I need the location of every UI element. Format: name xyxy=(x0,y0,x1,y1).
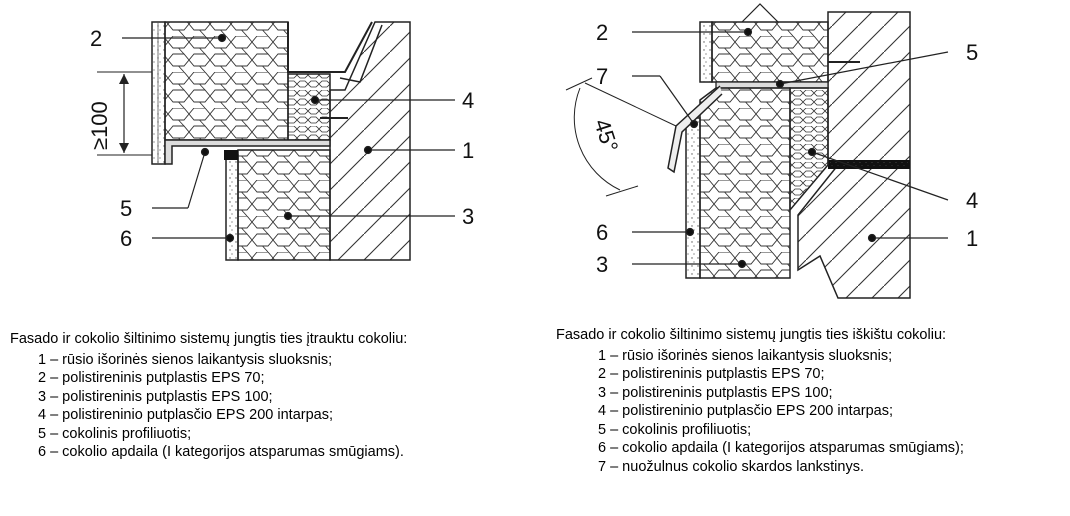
right-angle-label: 45° xyxy=(589,115,624,156)
right-legend-item: 4 – polistireninio putplasčio EPS 200 intarpas; xyxy=(598,403,894,419)
right-legend xyxy=(556,326,964,476)
left-legend-item: 2 – polistireninis putplastis EPS 70; xyxy=(38,370,265,386)
right-eps70 xyxy=(712,22,828,82)
right-legend-item: 6 – cokolio apdaila (I kategorijos atsparumas smūgiams); xyxy=(598,440,964,456)
right-legend-item: 2 – polistireninis putplastis EPS 70; xyxy=(598,366,825,382)
right-label-3: 3 xyxy=(596,252,609,277)
left-legend-item: 1 – rūsio išorinės sienos laikantysis sluoksnis; xyxy=(38,351,333,368)
left-label-5: 5 xyxy=(120,196,133,221)
left-legend xyxy=(10,330,407,462)
left-legend-title: Fasado ir cokolio šiltinimo sistemų jungtis ties įtrauktu cokoliu: xyxy=(10,331,408,347)
right-legend-title: Fasado ir cokolio šiltinimo sistemų jungtis ties iškištu cokoliu: xyxy=(556,327,947,343)
left-label-3: 3 xyxy=(462,204,475,229)
left-legend-item: 6 – cokolio apdaila (I kategorijos atsparumas smūgiams). xyxy=(38,444,404,460)
right-profile xyxy=(716,82,828,88)
right-label-6: 6 xyxy=(596,220,609,245)
right-label-5: 5 xyxy=(966,40,979,65)
right-label-1: 1 xyxy=(966,226,979,251)
right-label-4: 4 xyxy=(966,188,979,213)
right-legend-item: 3 – polistireninis putplastis EPS 100; xyxy=(598,384,833,401)
left-legend-item: 3 – polistireninis putplastis EPS 100; xyxy=(38,388,273,405)
right-label-2: 2 xyxy=(596,20,609,45)
left-label-2: 2 xyxy=(90,26,103,51)
left-label-6: 6 xyxy=(120,226,133,251)
left-label-4: 4 xyxy=(462,88,475,113)
right-eps100 xyxy=(700,88,790,278)
right-legend-item: 7 – nuožulnus cokolio skardos lankstinys. xyxy=(598,458,864,475)
right-legend-item: 5 – cokolinis profiliuotis; xyxy=(598,421,752,438)
right-legend-item: 1 – rūsio išorinės sienos laikantysis sluoksnis; xyxy=(598,347,893,364)
left-eps100 xyxy=(238,150,330,260)
left-figure xyxy=(87,22,474,260)
left-legend-item: 5 – cokolinis profiliuotis; xyxy=(38,425,192,442)
left-eps70 xyxy=(165,22,288,140)
right-label-7: 7 xyxy=(596,64,609,89)
left-eps200 xyxy=(288,74,330,140)
right-figure xyxy=(566,4,978,298)
left-dimension-label: ≥100 xyxy=(87,101,112,150)
left-label-1: 1 xyxy=(462,138,475,163)
left-legend-item: 4 – polistireninio putplasčio EPS 200 intarpas; xyxy=(38,407,334,423)
